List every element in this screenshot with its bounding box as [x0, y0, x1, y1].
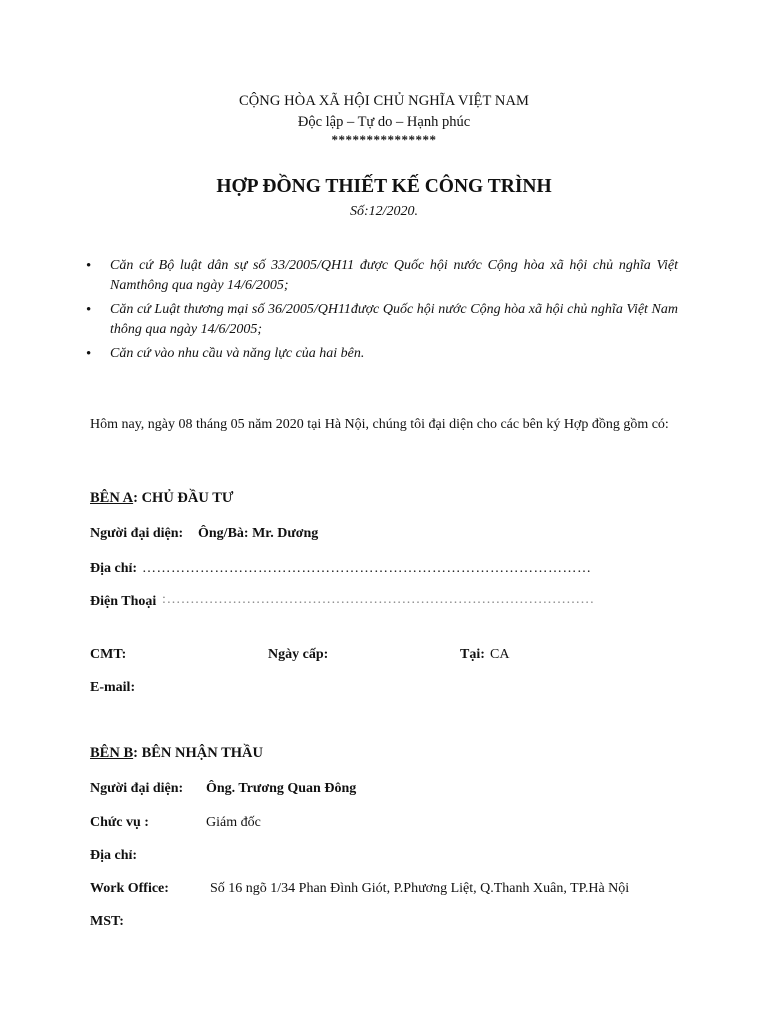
party-a-heading	[90, 490, 233, 507]
party-b-position-value: Giám đốc	[206, 815, 261, 830]
party-a-phone-dots: :...........................................................................................	[162, 592, 595, 607]
legal-basis-list	[86, 256, 678, 368]
party-a-representative-label: Người đại diện:	[90, 526, 184, 541]
intro-paragraph: Hôm nay, ngày 08 tháng 05 năm 2020 tại Hà Nội, chúng tôi đại diện cho các bên ký Hợp đồng gồm có:	[90, 417, 669, 432]
party-a-id-label: CMT:	[90, 647, 127, 662]
national-motto: CỘNG HÒA XÃ HỘI CHỦ NGHĨA VIỆT NAM	[238, 93, 530, 109]
party-a-email-label: E-mail:	[90, 680, 136, 695]
party-b-representative-label: Người đại diện:	[90, 781, 184, 796]
contract-title: HỢP ĐỒNG THIẾT KẾ CÔNG TRÌNH	[216, 176, 552, 197]
party-b-office-label: Work Office:	[90, 881, 169, 896]
party-b-office-value: Số 16 ngõ 1/34 Phan Đình Giót, P.Phương Liệt, Q.Thanh Xuân, TP.Hà Nội	[210, 881, 630, 896]
party-a-heading-prefix: BÊN A	[90, 490, 134, 506]
party-b-heading-prefix: BÊN B	[90, 745, 134, 761]
party-a-place-value: CA	[490, 647, 510, 662]
header-separator: ***************	[331, 132, 437, 147]
contract-number: Số:12/2020.	[349, 204, 419, 219]
party-a-phone-label: Điện Thoại	[90, 594, 157, 609]
party-a-address-dots: …………………………………………………………………………………	[142, 561, 592, 576]
party-b-position-label: Chức vụ :	[90, 815, 149, 830]
party-b-heading	[90, 745, 263, 762]
party-a-issue-date-label: Ngày cấp:	[268, 647, 329, 662]
legal-basis-item: • Căn cứ Bộ luật dân sự số 33/2005/QH11 được Quốc hội nước Cộng hòa xã hội chủ nghĩa Việt Namthông qua ngày 14/6/2005;	[86, 256, 678, 296]
party-a-place-label: Tại:	[460, 647, 485, 662]
party-a-heading-suffix: : CHỦ ĐẦU TƯ	[133, 490, 234, 506]
party-b-address-label: Địa chỉ:	[90, 848, 138, 863]
party-b-heading-suffix: : BÊN NHẬN THẦU	[133, 745, 263, 761]
legal-basis-item: • Căn cứ vào nhu cầu và năng lực của hai bên.	[86, 344, 678, 364]
party-b-representative-value: Ông. Trương Quan Đông	[206, 781, 357, 796]
party-a-representative-value: Ông/Bà: Mr. Dương	[198, 526, 319, 541]
national-slogan: Độc lập – Tự do – Hạnh phúc	[297, 114, 471, 130]
party-b-tax-label: MST:	[90, 914, 124, 929]
party-a-address-label: Địa chỉ:	[90, 561, 138, 576]
legal-basis-item: • Căn cứ Luật thương mại số 36/2005/QH11được Quốc hội nước Cộng hòa xã hội chủ nghĩa Việt Nam thông qua ngày 14/6/2005;	[86, 300, 678, 340]
